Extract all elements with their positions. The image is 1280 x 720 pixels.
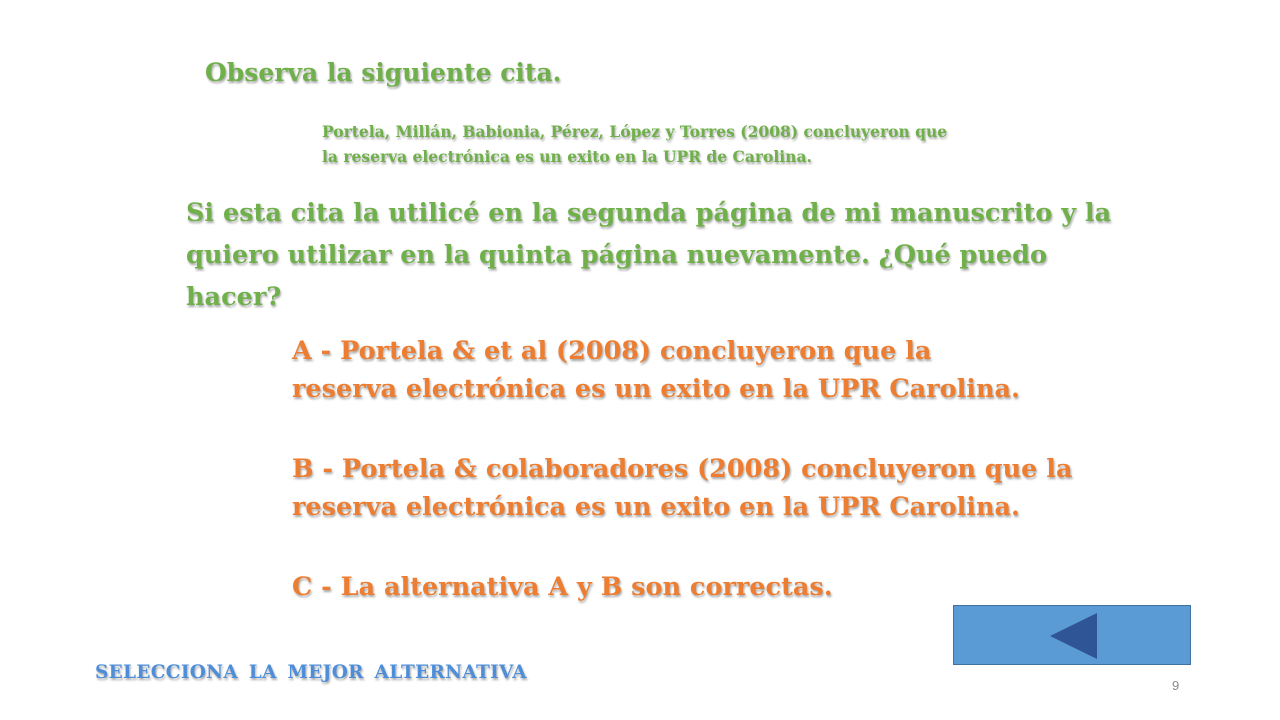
citation-line: Portela, Millán, Babionia, Pérez, López y Torres (2008) concluyeron que [322,122,948,141]
option-c[interactable] [292,568,1092,606]
option-a[interactable] [292,332,1092,408]
slide-number: 9 [1172,678,1180,693]
question-line: hacer? [186,282,282,312]
question-line: quiero utilizar en la quinta página nuevamente. ¿Qué puedo [186,240,1047,270]
option-c-line: C - La alternativa A y B son correctas. [292,572,833,602]
option-b[interactable] [292,450,1092,526]
option-a-line: A - Portela & et al (2008) concluyeron que la [292,336,932,366]
citation-quote [322,119,1002,169]
citation-line: la reserva electrónica es un exito en la UPR de Carolina. [322,147,812,166]
answer-options [292,332,1092,606]
back-button[interactable] [953,605,1191,665]
select-best-alternative-label: SELECCIONA LA MEJOR ALTERNATIVA [95,662,527,683]
option-b-line: B - Portela & colaboradores (2008) concluyeron que la [292,454,1073,484]
option-b-line: reserva electrónica es un exito en la UPR Carolina. [292,492,1020,522]
question-line: Si esta cita la utilicé en la segunda página de mi manuscrito y la [186,198,1112,228]
slide-heading: Observa la siguiente cita. [205,58,562,87]
triangle-left-icon [1050,613,1098,659]
question-text [186,192,1112,318]
option-a-line: reserva electrónica es un exito en la UPR Carolina. [292,374,1020,404]
